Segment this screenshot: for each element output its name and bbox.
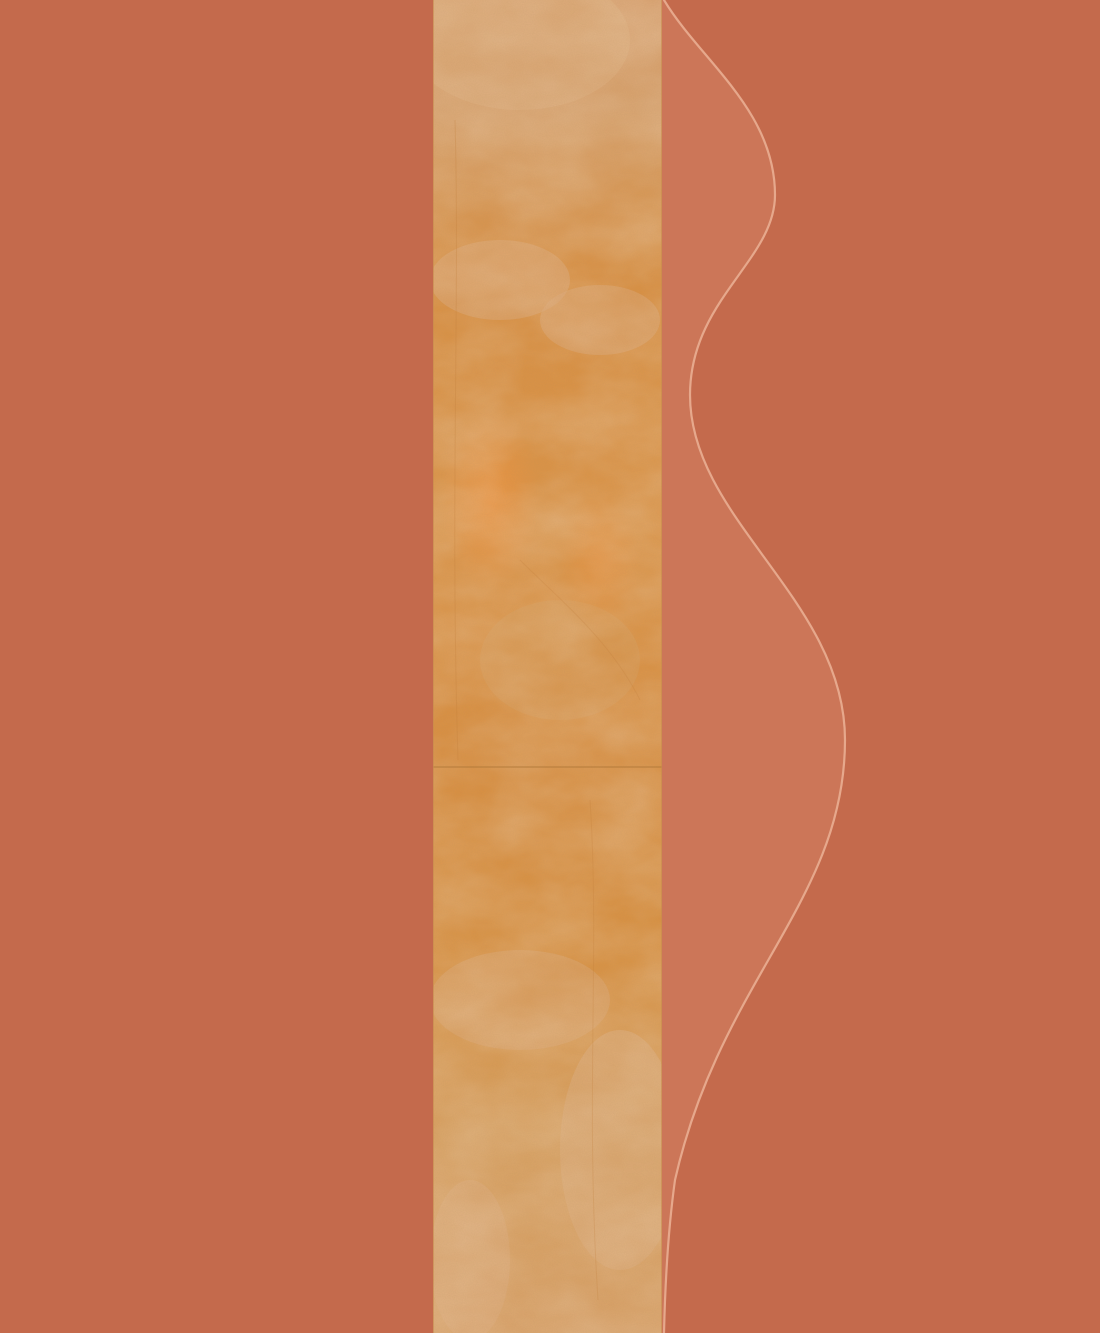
paper-strip xyxy=(410,0,680,1333)
